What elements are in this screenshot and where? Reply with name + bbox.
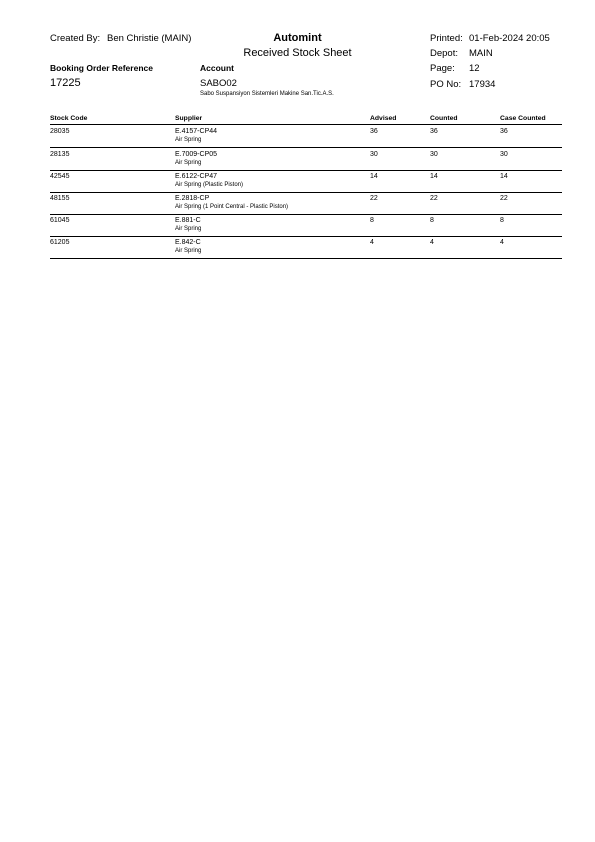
page-value: 12 — [469, 63, 480, 74]
stock-code-cell: 61045 — [50, 217, 70, 224]
counted-cell: 8 — [430, 217, 434, 224]
booking-ref-value: 17225 — [50, 77, 81, 89]
column-header-advised: Advised — [370, 115, 397, 122]
supplier-cell: E.2818-CP — [175, 195, 210, 202]
stock-code-cell: 42545 — [50, 173, 70, 180]
case-counted-cell: 14 — [500, 173, 508, 180]
po-label: PO No: — [430, 79, 462, 90]
stock-code-cell: 28035 — [50, 128, 70, 135]
supplier-cell: E.4157-CP44 — [175, 128, 218, 135]
header-rule — [50, 124, 562, 125]
case-counted-cell: 30 — [500, 151, 508, 158]
stock-code-cell: 61205 — [50, 239, 70, 246]
advised-cell: 8 — [370, 217, 374, 224]
page-label: Page: — [430, 63, 455, 74]
advised-cell: 30 — [370, 151, 378, 158]
supplier-cell: E.7009-CP05 — [175, 151, 218, 158]
row-divider — [50, 147, 562, 148]
description-cell: Air Spring — [175, 248, 202, 254]
po-value: 17934 — [469, 79, 496, 90]
description-cell: Air Spring (Plastic Piston) — [175, 182, 244, 188]
stock-code-cell: 28135 — [50, 151, 70, 158]
account-name: Sabo Suspansiyon Sistemleri Makine San.Tic.A.S. — [200, 91, 334, 97]
case-counted-cell: 36 — [500, 128, 508, 135]
supplier-cell: E.842-C — [175, 239, 201, 246]
stock-code-cell: 48155 — [50, 195, 70, 202]
advised-cell: 14 — [370, 173, 378, 180]
description-cell: Air Spring — [175, 226, 202, 232]
row-divider — [50, 214, 562, 215]
counted-cell: 36 — [430, 128, 438, 135]
column-header-counted: Counted — [430, 115, 458, 122]
case-counted-cell: 22 — [500, 195, 508, 202]
created-by-label: Created By: — [50, 33, 101, 44]
counted-cell: 14 — [430, 173, 438, 180]
account-label: Account — [200, 63, 234, 73]
printed-value: 01-Feb-2024 20:05 — [469, 33, 550, 44]
row-divider — [50, 192, 562, 193]
supplier-cell: E.881-C — [175, 217, 201, 224]
column-header-stock-code: Stock Code — [50, 115, 88, 122]
column-header-supplier: Supplier — [175, 115, 203, 122]
created-by-value: Ben Christie (MAIN) — [107, 33, 192, 44]
advised-cell: 22 — [370, 195, 378, 202]
counted-cell: 30 — [430, 151, 438, 158]
description-cell: Air Spring (1 Point Central - Plastic Piston) — [175, 204, 289, 210]
printed-label: Printed: — [430, 33, 463, 44]
depot-value: MAIN — [469, 48, 493, 59]
sheet-title: Received Stock Sheet — [243, 47, 352, 59]
case-counted-cell: 4 — [500, 239, 504, 246]
booking-ref-label: Booking Order Reference — [50, 63, 153, 73]
company-name: Automint — [273, 32, 322, 44]
column-header-case-counted: Case Counted — [500, 115, 546, 122]
depot-label: Depot: — [430, 48, 458, 59]
supplier-cell: E.6122-CP47 — [175, 173, 218, 180]
row-divider — [50, 236, 562, 237]
row-divider — [50, 170, 562, 171]
case-counted-cell: 8 — [500, 217, 504, 224]
advised-cell: 36 — [370, 128, 378, 135]
row-divider — [50, 258, 562, 259]
account-code: SABO02 — [200, 78, 237, 89]
counted-cell: 4 — [430, 239, 434, 246]
description-cell: Air Spring — [175, 137, 202, 143]
description-cell: Air Spring — [175, 160, 202, 166]
counted-cell: 22 — [430, 195, 438, 202]
advised-cell: 4 — [370, 239, 374, 246]
